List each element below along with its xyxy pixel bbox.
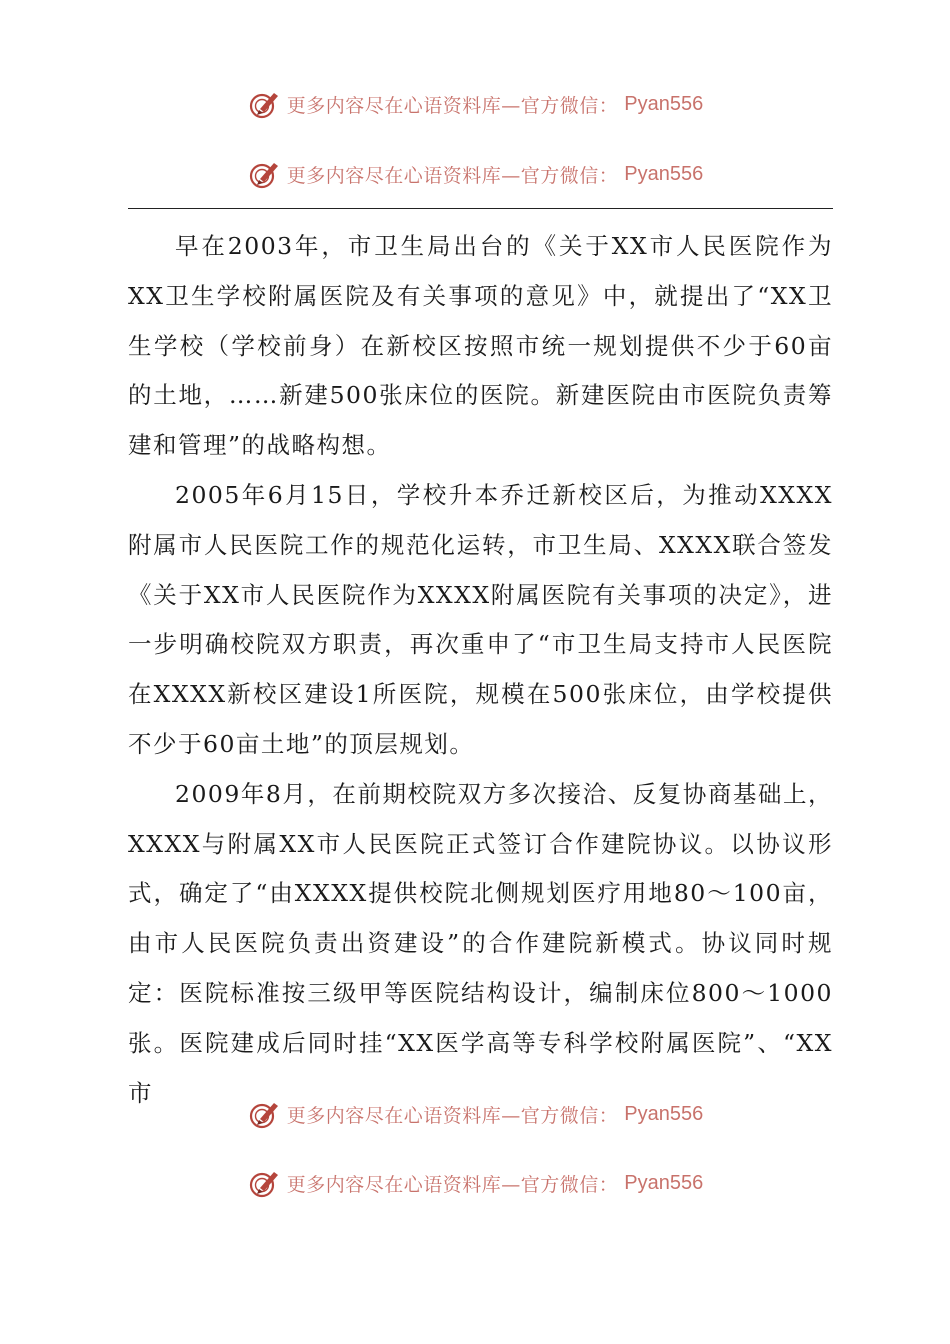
watermark-wechat-id: Pyan556 [624, 1102, 704, 1125]
watermark-banner-top-2 [0, 154, 950, 194]
pen-nib-logo-icon [247, 1166, 281, 1200]
pen-nib-logo-icon [247, 87, 281, 121]
header-divider [128, 208, 833, 209]
watermark-wechat-id: Pyan556 [624, 162, 704, 185]
watermark-text: 更多内容尽在心语资料库—官方微信： [286, 1104, 619, 1127]
pen-nib-logo-icon [247, 157, 281, 191]
paragraph-1: 早在2003年，市卫生局出台的《关于XX市人民医院作为XX卫生学校附属医院及有关事项的意见》中，就提出了“XX卫生学校（学校前身）在新校区按照市统一规划提供不少于60亩的土地，……新建500张床位的医院。新建医院由市医院负责筹建和管理”的战略构想。 [128, 232, 833, 460]
paragraph-3: 2009年8月，在前期校院双方多次接洽、反复协商基础上，XXXX与附属XX市人民医院正式签订合作建院协议。以协议形式，确定了“由XXXX提供校院北侧规划医疗用地80～100亩，由市人民医院负责出资建设”的合作建院新模式。协议同时规定：医院标准按三级甲等医院结构设计，编制床位800～1000张。医院建成后同时挂“XX医学高等专科学校附属医院”、“XX市 [128, 779, 833, 1107]
watermark-wechat-id: Pyan556 [624, 1171, 704, 1194]
watermark-wechat-id: Pyan556 [624, 92, 704, 115]
document-body [128, 222, 833, 1118]
watermark-banner-content [247, 1166, 703, 1200]
watermark-banner-bottom-1 [0, 1094, 950, 1134]
watermark-banner-bottom-2 [0, 1163, 950, 1203]
watermark-banner-content [247, 87, 703, 121]
watermark-banner-content [247, 157, 703, 191]
watermark-banner-content [247, 1097, 703, 1131]
paragraph-2: 2005年6月15日，学校升本乔迁新校区后，为推动XXXX附属市人民医院工作的规范化运转，市卫生局、XXXX联合签发《关于XX市人民医院作为XXXX附属医院有关事项的决定》，进一步明确校院双方职责，再次重申了“市卫生局支持市人民医院在XXXX新校区建设1所医院，规模在500张床位，由学校提供不少于60亩土地”的顶层规划。 [128, 480, 833, 758]
watermark-text: 更多内容尽在心语资料库—官方微信： [286, 1173, 619, 1196]
watermark-text: 更多内容尽在心语资料库—官方微信： [286, 164, 619, 187]
watermark-text: 更多内容尽在心语资料库—官方微信： [286, 94, 619, 117]
watermark-banner-top-1 [0, 84, 950, 124]
pen-nib-logo-icon [247, 1097, 281, 1131]
